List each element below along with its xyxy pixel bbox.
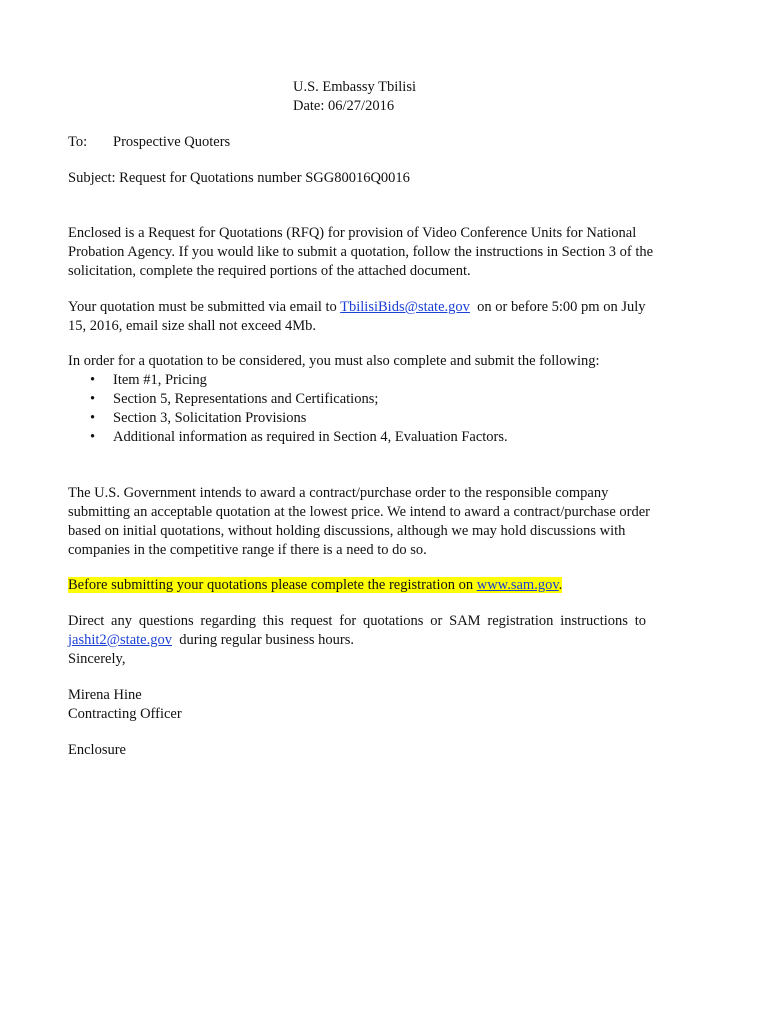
list-item-text: Section 3, Solicitation Provisions (113, 410, 307, 426)
bullet-icon: • (90, 372, 96, 388)
bullet-icon: • (90, 429, 96, 445)
registration-suffix: . (558, 577, 563, 593)
list-item-text: Additional information as required in Section 4, Evaluation Factors. (113, 429, 508, 445)
intro-line-2: Probation Agency. If you would like to submit a quotation, follow the instructions in Section 3 of the (68, 244, 654, 260)
sam-gov-link[interactable]: www.sam.gov (476, 577, 559, 593)
subject-text: Subject: Request for Quotations number SGG80016Q0016 (68, 170, 410, 186)
award-line-2: submitting an acceptable quotation at the lowest price. We intend to award a contract/purchase order (68, 504, 650, 520)
bullet-icon: • (90, 391, 96, 407)
subject-line (68, 169, 683, 188)
questions-line-1: Direct any questions regarding this request for quotations or SAM registration instructions to (68, 613, 647, 629)
list-item (68, 390, 683, 409)
submission-email-link[interactable]: TbilisiBids@state.gov (340, 299, 470, 315)
questions-paragraph (68, 612, 683, 669)
list-item-text: Item #1, Pricing (113, 372, 207, 388)
bullet-icon: • (90, 410, 96, 426)
organization-name: U.S. Embassy Tbilisi (293, 79, 416, 95)
submission-suffix: on or before 5:00 pm on July (469, 299, 646, 315)
questions-email-link[interactable]: jashit2@state.gov (68, 632, 172, 648)
enclosure-text: Enclosure (68, 742, 126, 758)
award-line-1: The U.S. Government intends to award a contract/purchase order to the responsible company (68, 485, 609, 501)
intro-line-3: solicitation, complete the required portions of the attached document. (68, 263, 471, 279)
submission-line-1 (68, 298, 683, 317)
award-line-4: companies in the competitive range if there is a need to do so. (68, 542, 427, 558)
enclosure-line (68, 741, 683, 760)
recipient-line (68, 133, 683, 152)
submission-prefix: Your quotation must be submitted via email to (68, 299, 341, 315)
closing-salutation: Sincerely, (68, 651, 126, 667)
signatory-name: Mirena Hine (68, 687, 142, 703)
signature-block (68, 686, 683, 724)
requirements-list (68, 371, 683, 447)
list-item (68, 371, 683, 390)
to-label: To: (68, 134, 88, 150)
list-item (68, 409, 683, 428)
recipient-value: Prospective Quoters (113, 134, 231, 150)
award-paragraph (68, 484, 683, 560)
questions-suffix: during regular business hours. (171, 632, 354, 648)
letter-date: Date: 06/27/2016 (293, 98, 395, 114)
award-line-3: based on initial quotations, without holding discussions, although we may hold discussions with (68, 523, 626, 539)
registration-highlight (68, 577, 562, 593)
signatory-title: Contracting Officer (68, 706, 182, 722)
submission-paragraph (68, 298, 683, 336)
list-item-text: Section 5, Representations and Certifications; (113, 391, 379, 407)
list-item (68, 428, 683, 447)
questions-line-2 (68, 631, 683, 650)
submission-line-2: 15, 2016, email size shall not exceed 4Mb. (68, 318, 317, 334)
requirements-section (68, 352, 683, 447)
intro-line-1: Enclosed is a Request for Quotations (RFQ) for provision of Video Conference Units for National (68, 225, 637, 241)
requirements-intro: In order for a quotation to be considered, you must also complete and submit the following: (68, 353, 600, 369)
intro-paragraph (68, 224, 683, 281)
registration-notice (68, 576, 683, 595)
registration-prefix: Before submitting your quotations please complete the registration on (68, 577, 477, 593)
letter-header (293, 78, 416, 116)
